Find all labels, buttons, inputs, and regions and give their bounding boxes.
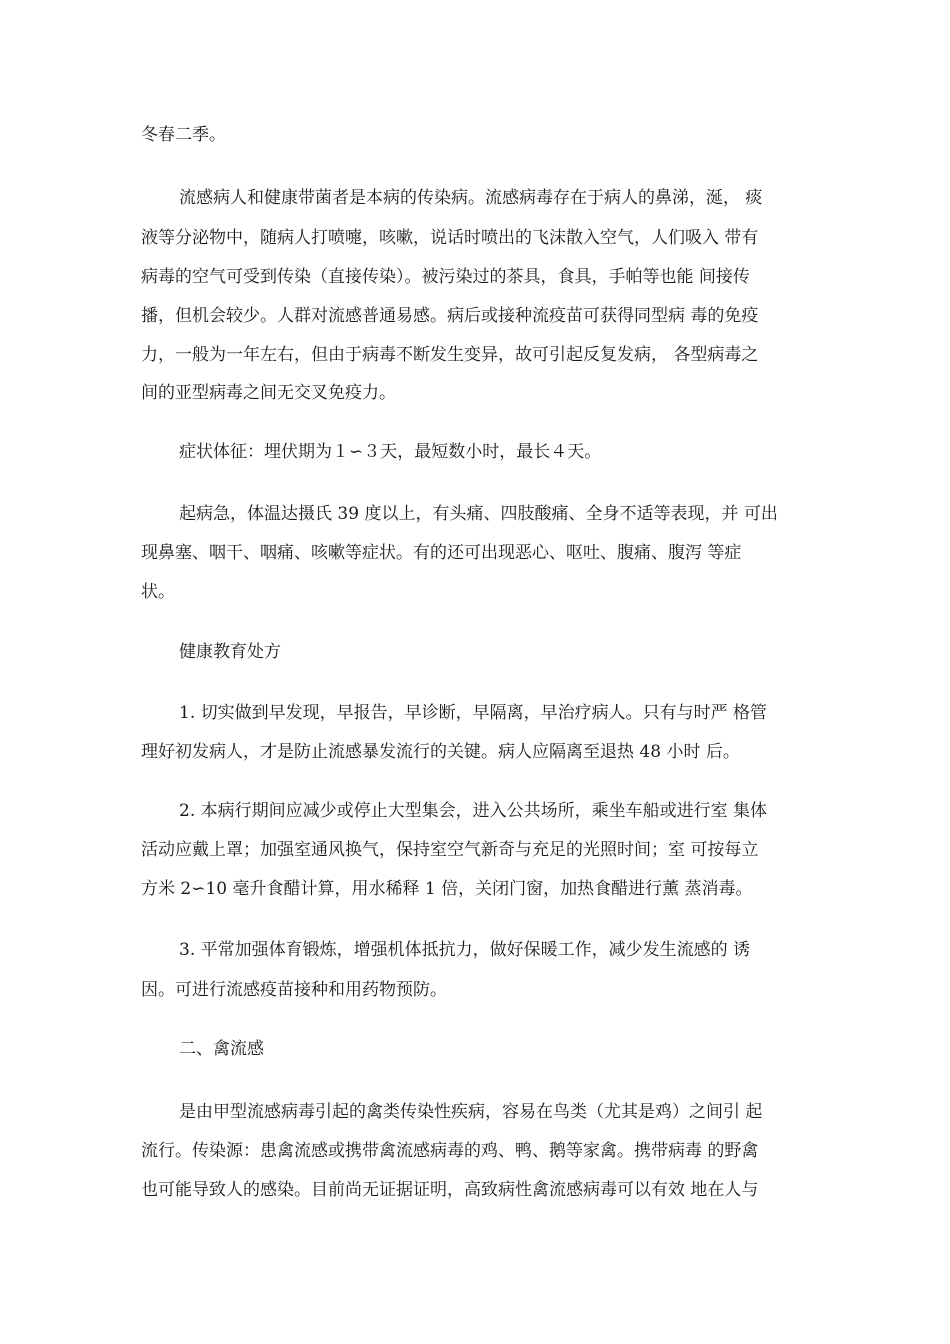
- text-line: 方米 2∽10 毫升食醋计算，用水稀释 1 倍，关闭门窗，加热食醋进行薰 蒸消毒。: [141, 879, 753, 899]
- text-line: 流行。传染源：患禽流感或携带禽流感病毒的鸡、鸭、鹅等家禽。携带病毒 的野禽: [141, 1141, 759, 1161]
- text-line: 病毒的空气可受到传染（直接传染）。被污染过的茶具，食具，手帕等也能 间接传: [141, 267, 750, 287]
- text-line: 播，但机会较少。人群对流感普通易感。病后或接种流疫苗可获得同型病 毒的免疫: [141, 306, 759, 326]
- text-line: 理好初发病人，才是防止流感暴发流行的关键。病人应隔离至退热 48 小时 后。: [141, 742, 740, 762]
- text-line: 冬春二季。: [141, 125, 226, 145]
- text-line: 因。可进行流感疫苗接种和用药物预防。: [141, 980, 447, 1000]
- text-line: 2. 本病行期间应减少或停止大型集会，进入公共场所，乘坐车船或进行室 集体: [179, 801, 768, 821]
- section-heading: 健康教育处方: [179, 642, 281, 662]
- text-line: 活动应戴上罩；加强室通风换气，保持室空气新奇与充足的光照时间；室 可按每立: [141, 840, 759, 860]
- text-line: 起病急，体温达摄氏 39 度以上，有头痛、四肢酸痛、全身不适等表现，并 可出: [179, 504, 778, 524]
- text-line: 是由甲型流感病毒引起的禽类传染性疾病，容易在鸟类（尤其是鸡）之间引 起: [179, 1102, 763, 1122]
- section-heading: 二、禽流感: [179, 1039, 264, 1059]
- text-line: 间的亚型病毒之间无交叉免疫力。: [141, 383, 396, 403]
- text-line: 流感病人和健康带菌者是本病的传染病。流感病毒存在于病人的鼻涕，涎， 痰: [179, 188, 763, 208]
- text-line: 状。: [141, 582, 175, 602]
- text-line: 1. 切实做到早发现，早报告，早诊断，早隔离，早治疗病人。只有与时严 格管: [179, 703, 768, 723]
- text-line: 症状体征：埋伏期为１∽３天，最短数小时，最长４天。: [179, 442, 602, 462]
- text-line: 现鼻塞、咽干、咽痛、咳嗽等症状。有的还可出现恶心、呕吐、腹痛、腹泻 等症: [141, 543, 742, 563]
- text-line: 3. 平常加强体育锻炼，增强机体抵抗力，做好保暖工作，减少发生流感的 诱: [179, 940, 751, 960]
- text-line: 也可能导致人的感染。目前尚无证据证明，高致病性禽流感病毒可以有效 地在人与: [141, 1180, 759, 1200]
- text-line: 液等分泌物中，随病人打喷嚏，咳嗽，说话时喷出的飞沫散入空气，人们吸入 带有: [141, 228, 759, 248]
- text-line: 力，一般为一年左右，但由于病毒不断发生变异，故可引起反复发病， 各型病毒之: [141, 345, 759, 365]
